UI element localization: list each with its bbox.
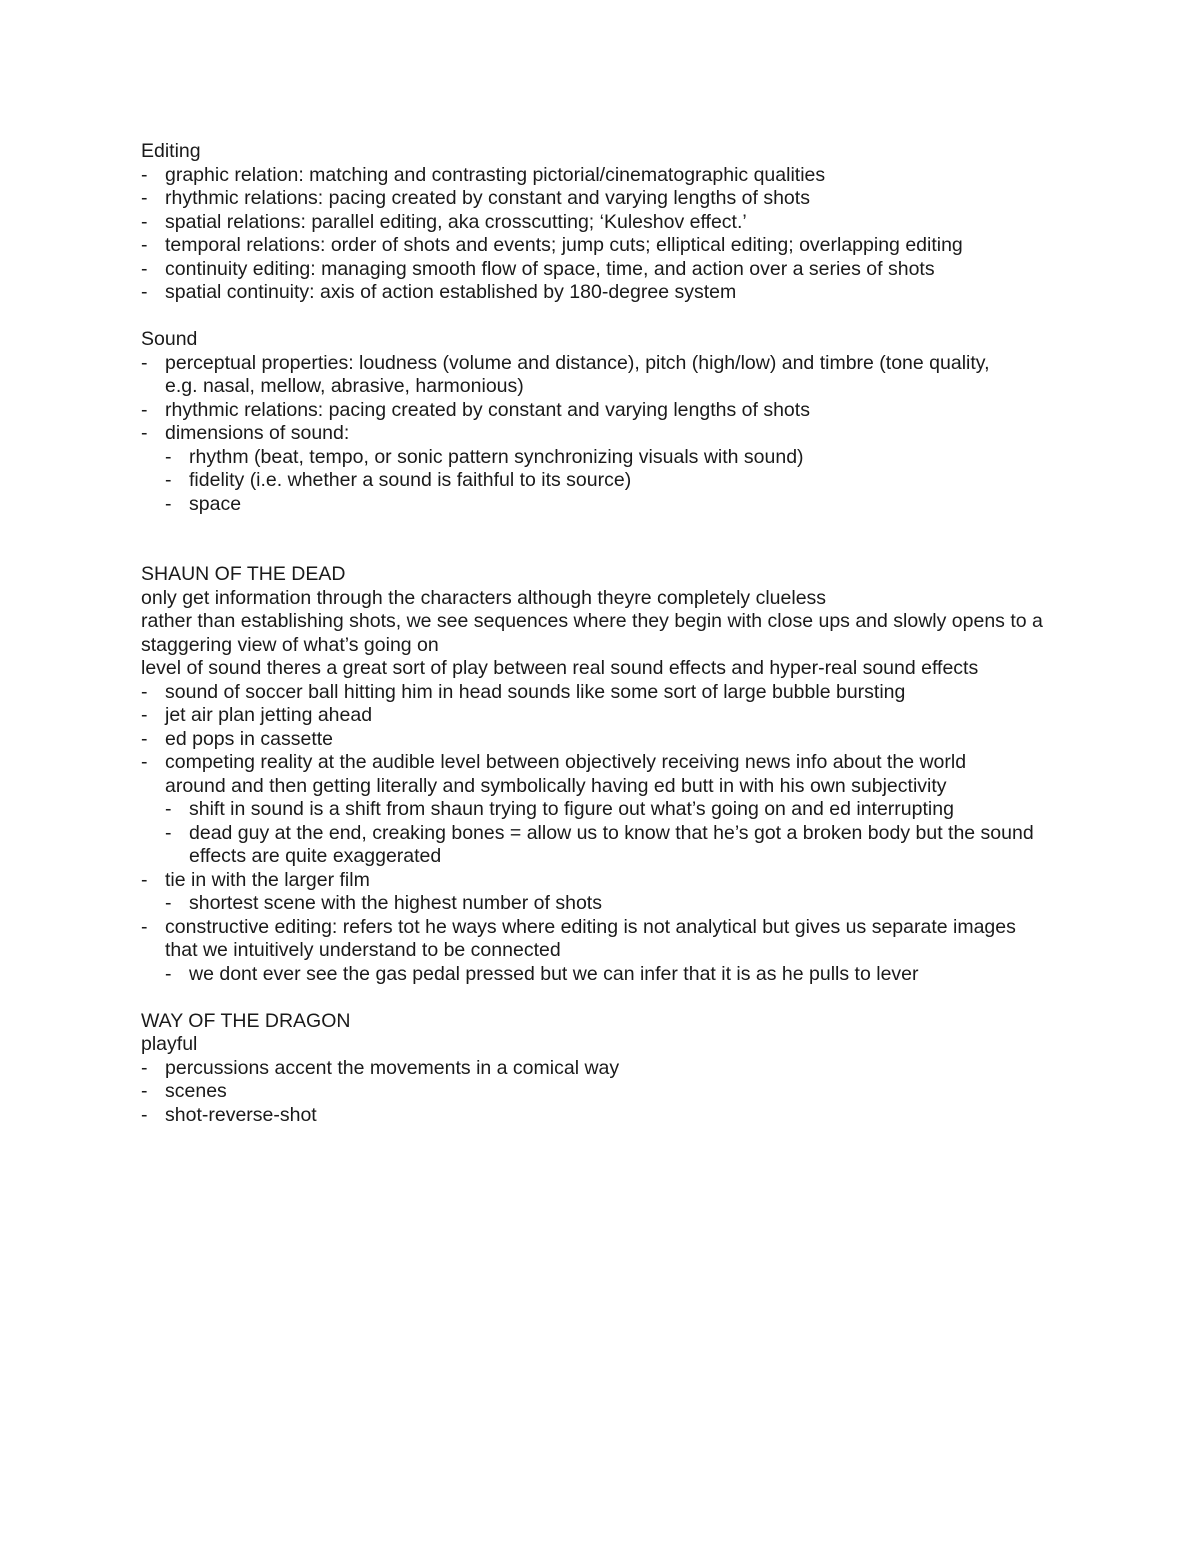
bullet-dash: - (141, 163, 148, 186)
section-heading-way-of-the-dragon: WAY OF THE DRAGON (141, 1009, 351, 1032)
list-item-text: we dont ever see the gas pedal pressed but we can infer that it is as he pulls to lever (189, 962, 919, 985)
sub-list-item (165, 822, 1061, 869)
bullet-dash: - (141, 398, 148, 421)
paragraph: rather than establishing shots, we see sequences where they begin with close ups and slowly opens to a staggering view of what’s going on (141, 610, 1043, 656)
bullet-dash: - (141, 680, 148, 703)
list-item-text: sound of soccer ball hitting him in head sounds like some sort of large bubble bursting (165, 680, 906, 703)
bullet-dash: - (141, 704, 148, 726)
bullet-dash: - (141, 868, 148, 891)
list-item (141, 1104, 1061, 1128)
list-item (141, 704, 1061, 728)
sub-list-item (165, 446, 1061, 470)
list-item (141, 281, 1061, 305)
list-item-text: rhythm (beat, tempo, or sonic pattern synchronizing visuals with sound) (189, 445, 804, 468)
list-item-text: fidelity (i.e. whether a sound is faithful to its source) (189, 469, 632, 491)
list-item-text: perceptual properties: loudness (volume and distance), pitch (high/low) and timbre (tone quality, e.g. nasal, mellow, abrasive, harmonious) (165, 351, 990, 397)
list-item-text: ed pops in cassette (165, 727, 334, 750)
list-item (141, 869, 1061, 893)
list-item (141, 751, 1061, 798)
list-item (141, 728, 1061, 752)
bullet-dash: - (141, 257, 148, 280)
list-item-text: competing reality at the audible level between objectively receiving news info about the world around and then getting literally and symbolically having ed butt in with his own subjectivity (165, 751, 967, 797)
sub-list-item (165, 798, 1061, 822)
bullet-dash: - (165, 892, 172, 914)
sub-list-item (165, 963, 1061, 987)
paragraph: playful (141, 1033, 198, 1055)
list-item-text: spatial relations: parallel editing, aka crosscutting; ‘Kuleshov effect.’ (165, 210, 747, 233)
bullet-dash: - (141, 1080, 148, 1102)
bullet-dash: - (141, 915, 148, 938)
list-item-text: space (189, 492, 242, 515)
list-item-text: shortest scene with the highest number of shots (189, 892, 602, 914)
list-item-text: tie in with the larger film (165, 868, 370, 891)
bullet-dash: - (141, 422, 148, 444)
list-item-text: rhythmic relations: pacing created by constant and varying lengths of shots (165, 398, 810, 421)
list-item (141, 211, 1061, 235)
section-spacer (141, 986, 1061, 1010)
bullet-dash: - (165, 469, 172, 491)
list-item (141, 164, 1061, 188)
list-item (141, 1057, 1061, 1081)
section-heading-sound: Sound (141, 328, 198, 350)
list-item (141, 681, 1061, 705)
list-item-text: shift in sound is a shift from shaun trying to figure out what’s going on and ed interrupting (189, 798, 954, 820)
bullet-dash: - (141, 210, 148, 233)
sub-list-item (165, 892, 1061, 916)
bullet-dash: - (141, 281, 148, 303)
bullet-dash: - (165, 492, 172, 515)
list-item-text: shot-reverse-shot (165, 1103, 317, 1126)
bullet-dash: - (141, 751, 148, 773)
section-spacer (141, 305, 1061, 329)
paragraph: level of sound theres a great sort of play between real sound effects and hyper-real sound effects (141, 657, 979, 679)
bullet-dash: - (141, 234, 148, 256)
list-item (141, 399, 1061, 423)
list-item-text: jet air plan jetting ahead (165, 704, 373, 726)
bullet-dash: - (165, 962, 172, 985)
bullet-dash: - (165, 445, 172, 468)
list-item (141, 187, 1061, 211)
section-heading-editing: Editing (141, 140, 201, 162)
bullet-dash: - (141, 727, 148, 750)
list-item-text: percussions accent the movements in a comical way (165, 1056, 620, 1079)
bullet-dash: - (165, 798, 172, 820)
sub-list-item (165, 469, 1061, 493)
section-heading-shaun-of-the-dead: SHAUN OF THE DEAD (141, 563, 346, 585)
list-item-text: continuity editing: managing smooth flow of space, time, and action over a series of shots (165, 257, 935, 280)
list-item-text: temporal relations: order of shots and events; jump cuts; elliptical editing; overlapping editing (165, 234, 963, 256)
list-item (141, 422, 1061, 446)
list-item-text: spatial continuity: axis of action established by 180-degree system (165, 281, 737, 303)
list-item-text: rhythmic relations: pacing created by constant and varying lengths of shots (165, 187, 810, 209)
document-page (141, 140, 1061, 1127)
list-item (141, 1080, 1061, 1104)
list-item (141, 352, 1061, 399)
list-item (141, 258, 1061, 282)
paragraph: only get information through the characters although theyre completely clueless (141, 586, 827, 609)
bullet-dash: - (141, 187, 148, 209)
list-item-text: graphic relation: matching and contrasting pictorial/cinematographic qualities (165, 163, 826, 186)
list-item-text: dead guy at the end, creaking bones = allow us to know that he’s got a broken body but the sound effects are quite exaggerated (189, 821, 1034, 867)
bullet-dash: - (165, 821, 172, 844)
section-spacer (141, 516, 1061, 563)
list-item (141, 916, 1061, 963)
bullet-dash: - (141, 351, 148, 374)
list-item-text: scenes (165, 1080, 227, 1102)
list-item-text: constructive editing: refers tot he ways where editing is not analytical but gives us separate images that we intuitively understand to be connected (165, 915, 1016, 961)
list-item (141, 234, 1061, 258)
bullet-dash: - (141, 1056, 148, 1079)
sub-list-item (165, 493, 1061, 517)
list-item-text: dimensions of sound: (165, 422, 350, 444)
bullet-dash: - (141, 1103, 148, 1126)
